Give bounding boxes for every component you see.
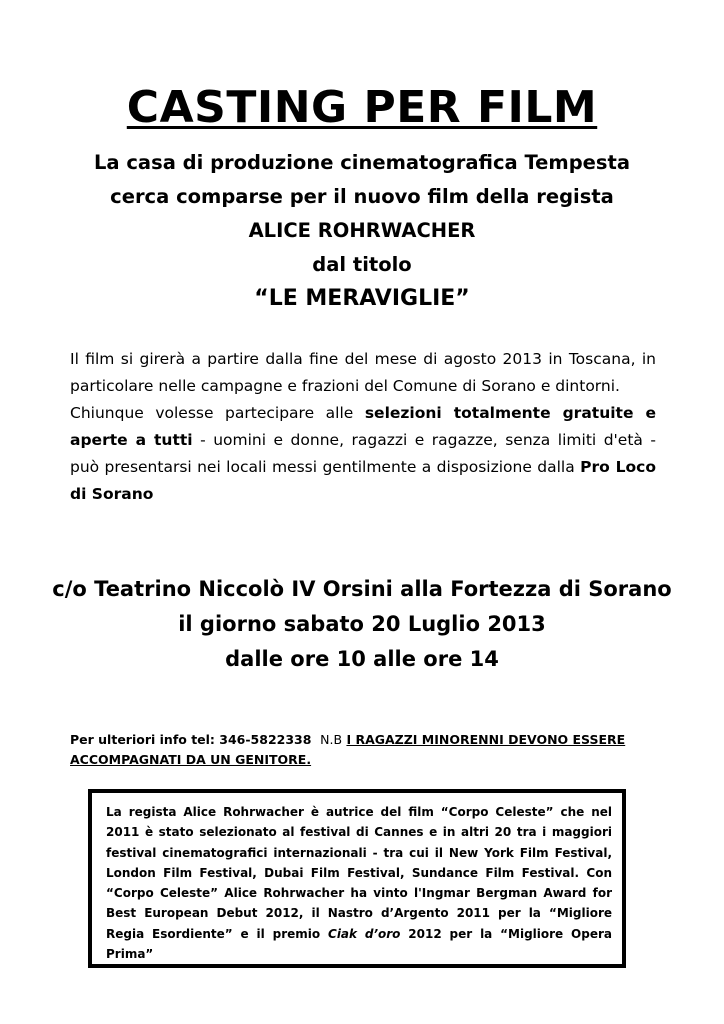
nb-label: N.B xyxy=(320,732,343,747)
intro-line-4: dal titolo xyxy=(312,253,412,276)
body-text xyxy=(70,346,656,508)
bio-text-1: La regista Alice Rohrwacher è autrice del film “Corpo Celeste” che nel 2011 è stato selezionato al festival di Cannes e in altri 20 tra i maggiori festival cinematografici internazionali - tra cui il New York Film Festival, London Film Festival, Dubai Film Festival, Sundance Film Festival. Con “Corpo Celeste” Alice Rohrwacher ha vinto l'Ingmar Bergman Award for Best European Debut 2012, il Nastro d’Argento 2011 per la “Migliore Regia Esordiente” e il premio xyxy=(106,805,612,941)
event-time: dalle ore 10 alle ore 14 xyxy=(225,647,499,671)
body-p2-bold: selezioni totalmente gratuite e aperte a tutti xyxy=(70,404,656,449)
intro-line-1: La casa di produzione cinematografica Tempesta xyxy=(94,151,630,174)
phone-info: Per ulteriori info tel: 346-5822338 xyxy=(70,732,312,747)
director-bio-box xyxy=(88,789,626,968)
venue: c/o Teatrino Niccolò IV Orsini alla Fortezza di Sorano xyxy=(52,577,672,601)
intro-line-2: cerca comparse per il nuovo film della regista xyxy=(110,185,614,208)
body-paragraph-1: Il film si girerà a partire dalla fine del mese di agosto 2013 in Toscana, in particolare nelle campagne e frazioni del Comune di Sorano e dintorni. xyxy=(70,350,656,395)
page-title-text: CASTING PER FILM xyxy=(126,82,598,133)
director-name: ALICE ROHRWACHER xyxy=(248,219,476,242)
pro-loco-name: Pro Loco di Sorano xyxy=(70,458,656,503)
bio-text-2: 2012 per la “Migliore Opera Prima” xyxy=(106,926,613,962)
info-line xyxy=(70,730,670,770)
film-title: “LE MERAVIGLIE” xyxy=(254,286,470,311)
location-block xyxy=(40,572,684,677)
event-date: il giorno sabato 20 Luglio 2013 xyxy=(178,612,546,636)
body-p2-text-a: Chiunque volesse partecipare alle xyxy=(70,404,365,422)
award-name: Ciak d’oro xyxy=(328,926,401,941)
page-title xyxy=(0,80,724,136)
minors-notice: I RAGAZZI MINORENNI DEVONO ESSERE ACCOMPAGNATI DA UN GENITORE. xyxy=(70,732,626,767)
intro-block xyxy=(40,146,684,316)
body-p2-text-b: - uomini e donne, ragazzi e ragazze, senza limiti d'età - può presentarsi nei locali messi gentilmente a disposizione dalla xyxy=(70,431,656,476)
body-paragraph-2 xyxy=(70,400,656,508)
